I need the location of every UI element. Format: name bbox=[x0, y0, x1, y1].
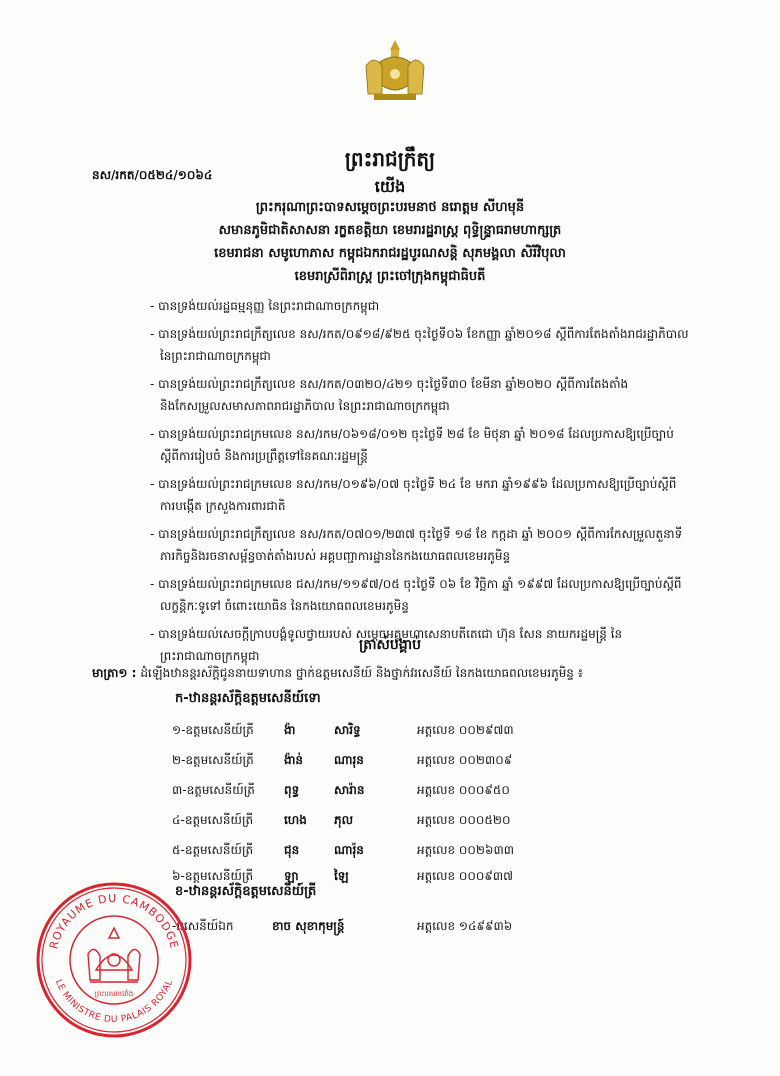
royal-title-line: សមានភូមិជាតិសាសនា រក្ខតខត្តិយា ខេមរារដ្ឋរាស្ត្រ ពុទ្ធិន្ទ្រាធរាមហាក្សត្រ bbox=[218, 223, 562, 238]
officer-id: អត្តលេខ ០០០៩៥០ bbox=[417, 783, 510, 797]
officer-rank: ៣-ឧត្តមសេនីយ៍ត្រី bbox=[172, 783, 255, 797]
consideration-item: - បានទ្រង់យល់ព្រះរាជក្រមលេខ នស/រកម/០១៩៦/០៧ ចុះថ្ងៃទី ២៤ ខែ មករា ឆ្នាំ១៩៩៦ ដែលប្រកាសឱ្យប្រើច្បាប់ស្តីពីការបង្កើត ក្រសួងការពារជាតិ bbox=[150, 477, 677, 513]
consideration-item: - បានទ្រង់យល់ព្រះរាជក្រមលេខ ជស/រកម/១១៩៧/០៥ ចុះថ្ងៃទី ០៦ ខែ វិច្ឆិកា ឆ្នាំ ១៩៩៧ ដែលប្រកាសឱ្យប្រើច្បាប់ស្តីពីលក្ខន្តិកៈទូទៅ ចំពោះយោធិន នៃកងយោធពលខេមរភូមិន្ទ bbox=[150, 577, 682, 613]
seal-center-text: ព្រះបរមរាជវាំង bbox=[94, 990, 134, 998]
article-1-text: ដំឡើងឋានន្តរស័ក្តិជូននាយទាហាន ថ្នាក់ឧត្តមសេនីយ៍ និងថ្នាក់វរសេនីយ៍ នៃកងយោធពលខេមរភូមិន្ទ ៖ bbox=[140, 666, 584, 680]
royal-title-line: ខេមរាស្រីពិរាស្ត្រ ព្រះចៅក្រុងកម្ពុជាធិបតី bbox=[294, 269, 486, 284]
officer-given-name: សារិទ្ធ bbox=[334, 723, 361, 737]
officer-rank: ៤-ឧត្តមសេនីយ៍ត្រី bbox=[172, 813, 254, 827]
decides-heading: ត្រាស់បង្គាប់ bbox=[359, 637, 421, 653]
section-b-heading: ខ-ឋានន្តរស័ក្តិឧត្តមសេនីយ៍ត្រី bbox=[175, 884, 317, 899]
officer-row bbox=[172, 752, 632, 772]
officer-row bbox=[172, 722, 632, 742]
royal-palace-seal-icon bbox=[34, 880, 194, 1040]
officer-id: អត្តលេខ ០០០៥២០ bbox=[417, 813, 511, 827]
article-1 bbox=[92, 665, 712, 683]
decree-subtitle: យើង bbox=[374, 177, 406, 196]
royal-title-line: ខេមរាជនា សមូហោភាស កម្ពុជឯករាជរដ្ឋបូរណសន្តិ សុភមង្គលា សិរីវិបុលា bbox=[214, 246, 566, 261]
consideration-item: - បានទ្រង់យល់ព្រះរាជក្រមលេខ នស/រកម/០៦១៨/០១២ ចុះថ្ងៃទី ២៨ ខែ មិថុនា ឆ្នាំ ២០១៨ ដែលប្រកាសឱ្យប្រើច្បាប់ ស្តីពីការរៀបចំ និងការប្រព្រឹត្តទៅនៃគណៈរដ្ឋមន្ត្រី bbox=[150, 427, 674, 463]
consideration-item: - បានទ្រង់យល់រដ្ឋធម្មនុញ្ញ នៃព្រះរាជាណាចក្រកម្ពុជា bbox=[150, 299, 380, 313]
officer-id: អត្តលេខ ០០០៩៣៧ bbox=[417, 869, 513, 883]
officer-given-name: ភុល bbox=[334, 813, 354, 827]
consideration-item: - បានទ្រង់យល់សេចក្តីក្រាបបង្គំទូលថ្វាយរបស់ សម្តេចអគ្គមហាសេនាបតីតេជោ ហ៊ុន សែន នាយករដ្ឋមន្ត្រី នៃព្រះរាជាណាចក្រកម្ពុជា bbox=[150, 627, 623, 663]
officer-rank: ៦-ឧត្តមសេនីយ៍ត្រី bbox=[172, 869, 254, 883]
officer-id: អត្តលេខ ០០២៣០៩ bbox=[417, 753, 513, 767]
officer-id: អត្តលេខ ០០២៩៧៣ bbox=[417, 723, 514, 737]
officer-row bbox=[172, 812, 632, 832]
considerations-list bbox=[150, 295, 690, 673]
royal-title-line: ព្រះករុណាព្រះបាទសម្តេចព្រះបរមនាថ នរោត្តម សីហមុនី bbox=[255, 200, 525, 215]
officer-given-name: ណារ៉ុន bbox=[334, 843, 364, 857]
section-a-heading: ក-ឋានន្តរស័ក្តិឧត្តមសេនីយ៍ទោ bbox=[175, 691, 321, 706]
officer-given-name: ណារុន bbox=[334, 753, 364, 767]
officer-id: អត្តលេខ ១៤៩៩៣៦ bbox=[417, 919, 513, 933]
decree-reference-number: នស/រកត/០៥២៤/១០៦៤ bbox=[92, 168, 213, 182]
officer-id: អត្តលេខ ០០២៦៣៣ bbox=[417, 843, 514, 857]
seal-top-text: ROYAUME DU CAMBODGE bbox=[47, 891, 181, 951]
officer-row bbox=[172, 842, 632, 862]
consideration-item: - បានទ្រង់យល់ព្រះរាជក្រឹត្យលេខ នស/រកត/០៧០១/២៣៧ ចុះថ្ងៃទី ១៨ ខែ កក្កដា ឆ្នាំ ២០០១ ស្តីពីការកែសម្រួលតួនាទីភារកិច្ចនិងរចនាសម្ព័ន្ធចាត់តាំងរបស់ អគ្គបញ្ជាការដ្ឋាននៃកងយោធពលខេមរភូមិន្ទ bbox=[150, 527, 683, 563]
officer-given-name: សារ៉ាន bbox=[334, 783, 365, 797]
consideration-item: - បានទ្រង់យល់ព្រះរាជក្រឹត្យលេខ នស/រកត/០៩១៨/៩២៥ ចុះថ្ងៃទី០៦ ខែកញ្ញា ឆ្នាំ២០១៨ ស្តីពីការតែងតាំងរាជរដ្ឋាភិបាល នៃព្រះរាជាណាចក្រកម្ពុជា bbox=[150, 327, 689, 363]
officer-name: ខាច សុខាកុមន្ត្រ៍ bbox=[272, 919, 345, 933]
officer-rank: ១-ឧត្តមសេនីយ៍ត្រី bbox=[172, 723, 254, 737]
officer-row bbox=[172, 782, 632, 802]
officer-rank: ៥-ឧត្តមសេនីយ៍ត្រី bbox=[172, 843, 254, 857]
officer-rank: ២-ឧត្តមសេនីយ៍ត្រី bbox=[172, 753, 254, 767]
article-1-label: មាត្រា១ : bbox=[92, 666, 137, 680]
officer-given-name: ឡៃ bbox=[334, 869, 349, 883]
officer-rank: -វរសេនីយ៍ឯក bbox=[172, 919, 234, 933]
officer-family-name: ហេង bbox=[284, 813, 307, 827]
officer-family-name: ជុន bbox=[284, 843, 300, 857]
seal-bottom-text: LE MINISTRE DU PALAIS ROYAL bbox=[52, 978, 176, 1026]
officer-family-name: ង៉ា bbox=[284, 723, 296, 737]
decree-title: ព្រះរាជក្រឹត្យ bbox=[344, 147, 436, 171]
consideration-item: - បានទ្រង់យល់ព្រះរាជក្រឹត្យលេខ នស/រកត/០៣២០/៤២១ ចុះថ្ងៃទី៣០ ខែមីនា ឆ្នាំ២០២០ ស្តីពីការតែងតាំង និងកែសម្រួលសមាសភាពរាជរដ្ឋាភិបាល នៃព្រះរាជាណាចក្រកម្ពុជា bbox=[150, 377, 629, 413]
officer-family-name: ឡា bbox=[284, 869, 299, 883]
officer-family-name: ង៉ាន់ bbox=[284, 753, 304, 767]
officer-family-name: ពុទ្ធ bbox=[284, 783, 300, 797]
royal-emblem-icon bbox=[360, 36, 430, 106]
